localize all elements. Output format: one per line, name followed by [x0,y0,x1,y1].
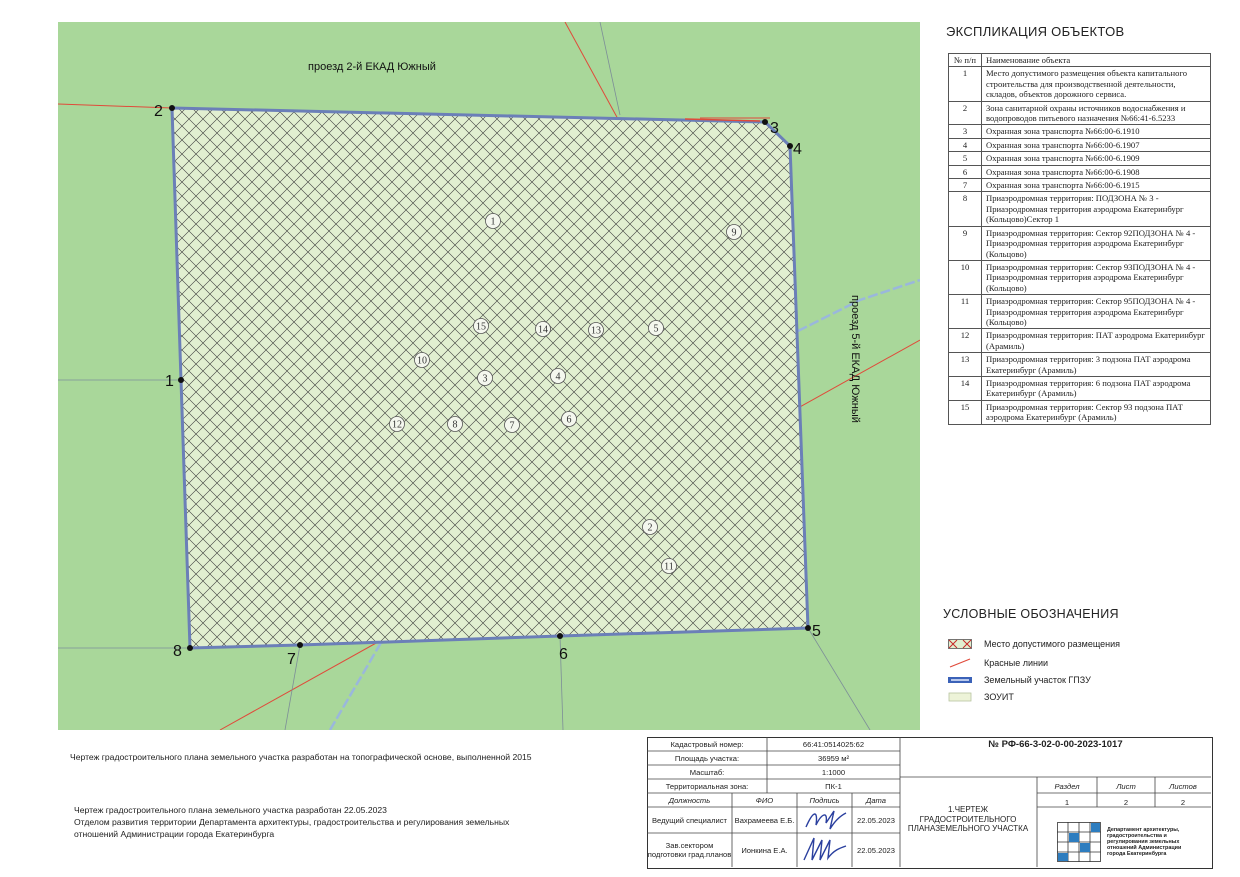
zone-marker [448,417,463,432]
vertex-dot [762,119,768,125]
explication-name: Охранная зона транспорта №66:00-6.1909 [982,152,1211,165]
zone-marker-number: 1 [490,216,496,228]
vertex-dot [169,105,175,111]
signers-header-row [647,793,900,807]
explication-name: Приаэродромная территория: ПАТ аэродрома Екатеринбург (Арамиль) [982,329,1211,353]
signer-date: 22.05.2023 [856,815,895,825]
zone-marker-number: 9 [731,227,737,239]
section-value: 1 [1064,797,1070,807]
legend-title: УСЛОВНЫЕ ОБОЗНАЧЕНИЯ [943,607,1119,621]
explication-row [949,329,1211,353]
explication-num: 3 [949,125,982,138]
zone-marker-number: 10 [417,355,427,367]
zone-value-cell [767,779,900,793]
cadastral-value: 66:41:0514025:62 [802,739,865,749]
zone-marker-number: 12 [392,419,402,431]
explication-num: 10 [949,260,982,294]
zone-marker [662,559,677,574]
zone-marker [505,418,520,433]
hatch-icon [948,639,972,649]
zone-marker-number: 13 [591,325,601,337]
explication-row [949,400,1211,424]
sheets-value: 2 [1180,797,1186,807]
zone-marker-number: 14 [538,324,548,336]
sheet-value-row [1037,795,1211,809]
explication-header-row [949,54,1211,67]
explication-name: Приаэродромная территория: Сектор 93ПОДЗОНА № 4 - Приаэродромная территория аэродрома Екатеринбург (Кольцово) [982,260,1211,294]
explication-row [949,179,1211,192]
explication-row [949,295,1211,329]
zone-marker-number: 15 [476,321,486,333]
department-logo-icon [1057,822,1101,862]
zone-marker [589,323,604,338]
legend-item-parcel [948,673,1091,687]
cadastral-value-cell [767,737,900,751]
legend-item-permitted [948,637,1120,651]
sheet-value: 2 [1123,797,1129,807]
explication-num: 15 [949,400,982,424]
explication-num: 5 [949,152,982,165]
blue-border-icon [948,675,972,685]
explication-header-num: № п/п [949,54,982,67]
explication-row [949,226,1211,260]
header-section: Раздел [1054,781,1080,791]
explication-num: 4 [949,138,982,151]
scale-value: 1:1000 [821,767,846,777]
drawing-title: 1.ЧЕРТЕЖ ГРАДОСТРОИТЕЛЬНОГО ПЛАНАЗЕМЕЛЬНОГО УЧАСТКА [907,805,1029,833]
explication-name: Приаэродромная территория: 6 подзона ПАТ аэродрома Екатеринбург (Арамиль) [982,376,1211,400]
explication-name: Приаэродромная территория: Сектор 92ПОДЗОНА № 4 - Приаэродромная территория аэродрома Екатеринбург (Кольцово) [982,226,1211,260]
explication-num: 14 [949,376,982,400]
zone-marker [415,353,430,368]
vertex-number: 7 [287,651,296,668]
zone-value: ПК-1 [825,781,842,791]
explication-row [949,192,1211,226]
header-sign: Подпись [809,795,840,805]
zone-marker-number: 11 [664,561,674,573]
header-sheet: Лист [1116,781,1136,791]
street-label-top: проезд 2-й ЕКАД Южный [308,61,436,73]
zone-marker [551,369,566,384]
explication-header-name: Наименование объекта [982,54,1211,67]
vertex-dot [178,377,184,383]
zone-marker-number: 6 [566,414,572,426]
stamp-scale-row [647,765,767,779]
vertex-number: 3 [770,120,779,137]
explication-name: Охранная зона транспорта №66:00-6.1910 [982,125,1211,138]
explication-name: Охранная зона транспорта №66:00-6.1915 [982,179,1211,192]
zone-marker-number: 2 [647,522,653,534]
vertex-number: 4 [793,141,802,158]
header-sheets: Листов [1169,781,1197,791]
zone-marker [474,319,489,334]
header-role: Должность [668,795,711,805]
explication-row [949,260,1211,294]
explication-row [949,101,1211,125]
explication-row [949,152,1211,165]
header-date: Дата [865,795,887,805]
explication-row [949,353,1211,377]
explication-name: Охранная зона транспорта №66:00-6.1907 [982,138,1211,151]
explication-row [949,165,1211,178]
legend-label: Красные линии [984,658,1049,668]
legend-label: ЗОУИТ [984,692,1014,702]
area-label: Площадь участка: [674,753,740,763]
explication-table [948,53,1211,425]
vertex-number: 5 [812,623,821,640]
signer-role: Ведущий специалист [651,815,728,825]
explication-name: Приаэродромная территория: Сектор 93 подзона ПАТ аэродрома Екатеринбург (Арамиль) [982,400,1211,424]
explication-num: 12 [949,329,982,353]
vertex-dot [557,633,563,639]
area-value: 36959 м² [818,753,849,763]
signature-1 [797,807,852,833]
department-logo-text: Департамент архитектуры, градостроительства и регулирования земельных отношений Администрации города Екатеринбурга [1107,827,1182,857]
explication-num: 8 [949,192,982,226]
stamp-zone-row [647,779,767,793]
explication-row [949,138,1211,151]
zouit-icon [948,692,972,702]
department-note-line1: Отделом развития территории Департамента архитектуры, градостроительства и регулирования земельных [74,817,510,827]
area-value-cell [767,751,900,765]
zone-marker [536,322,551,337]
vertex-number: 1 [165,373,174,390]
signer-date: 22.05.2023 [856,845,895,855]
signer-row-1 [647,807,900,833]
zone-marker-number: 3 [482,373,488,385]
cadastral-label: Кадастровый номер: [670,739,744,749]
legend-label: Земельный участок ГПЗУ [984,675,1091,685]
vertex-dot [187,645,193,651]
vertex-number: 6 [559,646,568,663]
explication-num: 9 [949,226,982,260]
topo-basis-note: Чертеж градостроительного плана земельного участка разработан на топографической основе, выполненной 2015 [70,752,532,762]
department-note-line2: отношений Администрации города Екатеринбурга [74,829,275,839]
zone-marker [649,321,664,336]
explication-name: Приаэродромная территория: Сектор 95ПОДЗОНА № 4 - Приаэродромная территория аэродрома Екатеринбург (Кольцово) [982,295,1211,329]
explication-num: 2 [949,101,982,125]
explication-name: Приаэродромная территория: 3 подзона ПАТ аэродрома Екатеринбург (Арамиль) [982,353,1211,377]
vertex-number: 8 [173,643,182,660]
scale-label: Масштаб: [689,767,725,777]
explication-num: 6 [949,165,982,178]
zone-marker-number: 4 [555,371,561,383]
signer-fio: Вахрамеева Е.Б. [734,815,795,825]
explication-title: ЭКСПЛИКАЦИЯ ОБЪЕКТОВ [946,24,1125,39]
zone-marker [727,225,742,240]
zone-label: Территориальная зона: [665,781,749,791]
stamp-cadastral-row [647,737,767,751]
explication-name: Охранная зона транспорта №66:00-6.1908 [982,165,1211,178]
zone-marker-number: 5 [653,323,659,335]
explication-num: 11 [949,295,982,329]
explication-name: Приаэродромная территория: ПОДЗОНА № 3 - Приаэродромная территория аэродрома Екатеринбург (Кольцово)Сектор 1 [982,192,1211,226]
explication-row [949,376,1211,400]
explication-name: Зона санитарной охраны источников водоснабжения и водопроводов питьевого назначения №66:41-6.5233 [982,101,1211,125]
explication-num: 13 [949,353,982,377]
vertex-number: 2 [154,103,163,120]
explication-name: Место допустимого размещения объекта капитального строительства для производственной деятельности, складов, объектов дорожного сервиса. [982,67,1211,101]
signer-role: Зав.сектором подготовки град.планов [647,841,732,859]
legend-label: Место допустимого размещения [984,639,1121,649]
scale-value-cell [767,765,900,779]
explication-row [949,67,1211,101]
zone-marker [478,371,493,386]
explication-num: 1 [949,67,982,101]
drawing-date-note: Чертеж градостроительного плана земельного участка разработан 22.05.2023 [74,805,387,815]
zone-marker [562,412,577,427]
stamp-area-row [647,751,767,765]
explication-num: 7 [949,179,982,192]
zone-marker-number: 7 [509,420,515,432]
document-number: № РФ-66-3-02-0-00-2023-1017 [988,739,1123,750]
zone-marker [486,214,501,229]
red-line-icon [948,658,972,668]
zone-marker [390,417,405,432]
legend-item-red-lines [948,656,1048,670]
vertex-dot [297,642,303,648]
vertex-dot [805,625,811,631]
legend-item-zouit [948,690,1014,704]
signer-row-2 [647,833,900,867]
sheet-header-row [1037,779,1211,793]
zone-marker-number: 8 [452,419,458,431]
header-fio: ФИО [755,795,774,805]
signer-fio: Ионкина Е.А. [741,845,788,855]
street-label-right: проезд 5-й ЕКАД Южный [849,295,861,423]
zone-marker [643,520,658,535]
signature-2 [797,834,852,866]
explication-row [949,125,1211,138]
